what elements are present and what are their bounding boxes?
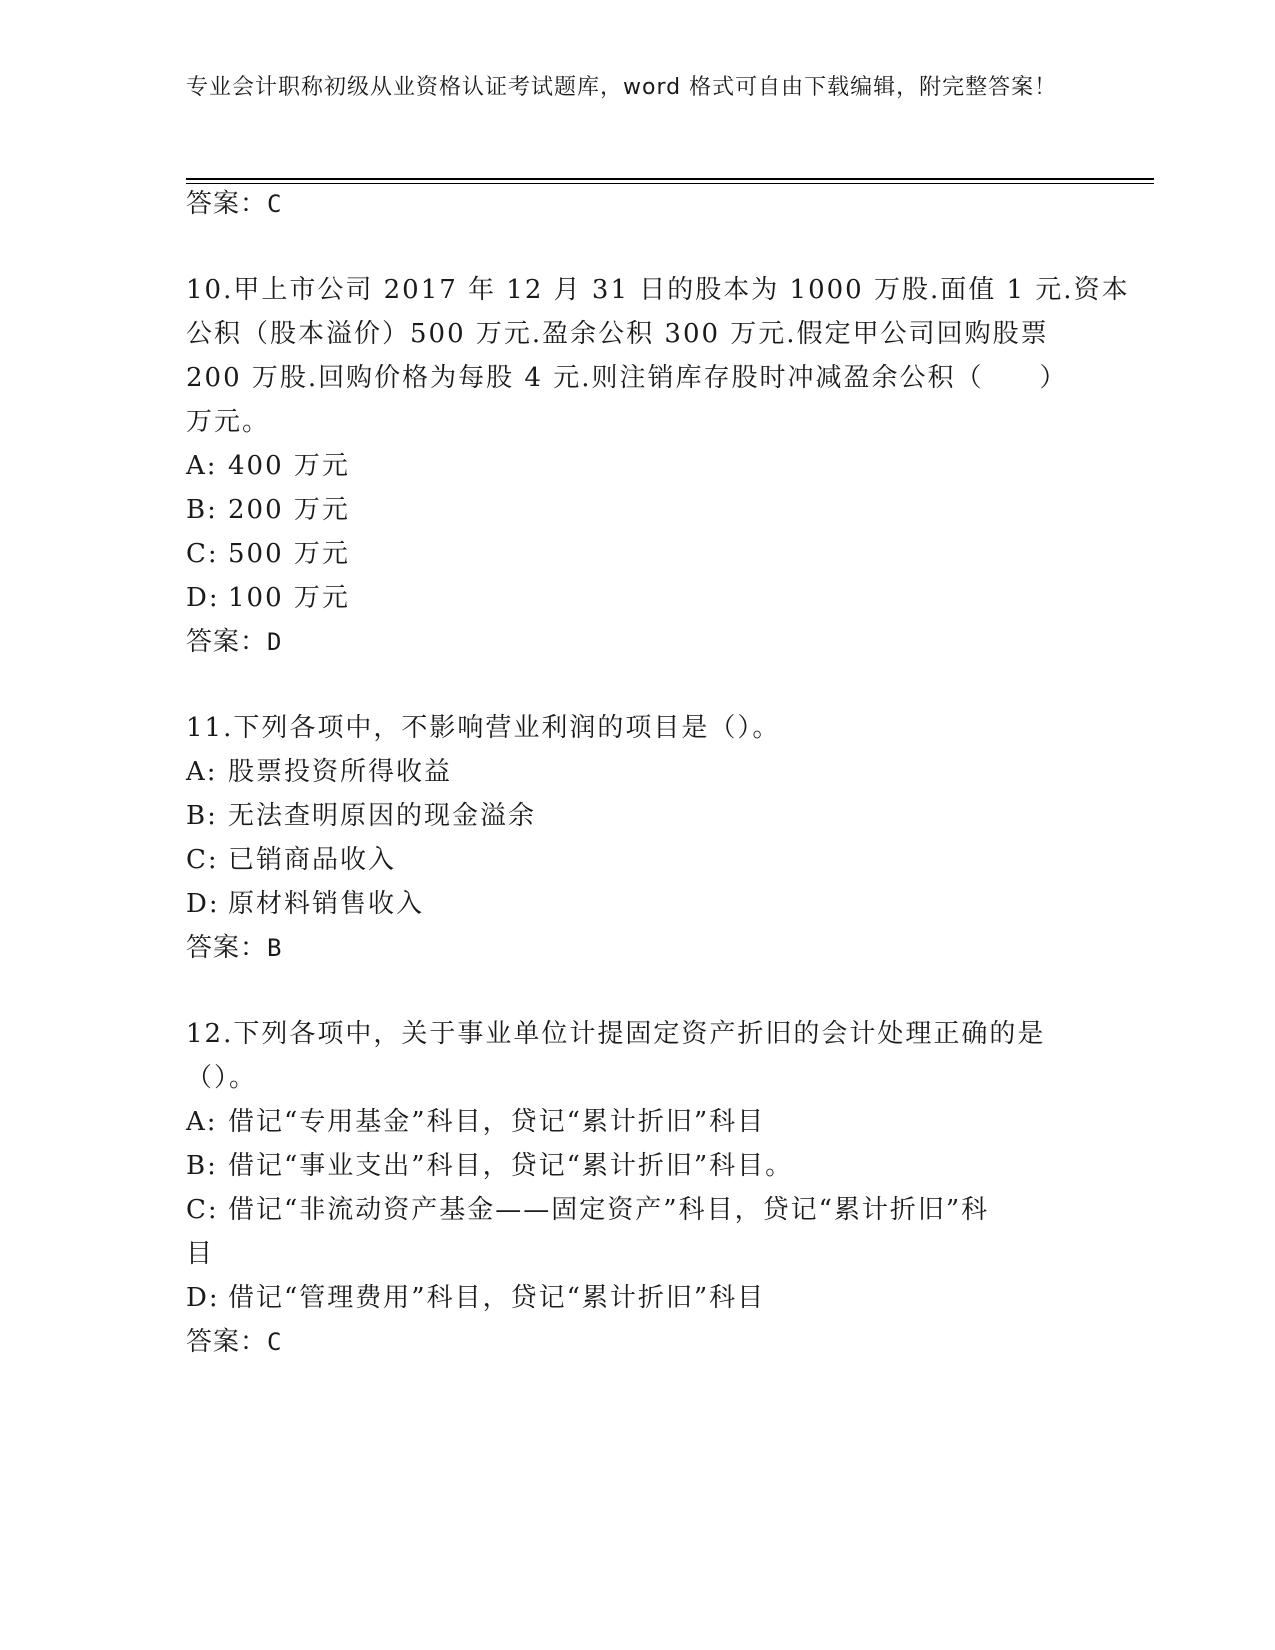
option-letter: C: bbox=[186, 539, 219, 569]
option-letter: A: bbox=[186, 757, 218, 787]
option-text: 无法查明原因的现金溢余 bbox=[228, 801, 537, 831]
q12-option-d bbox=[186, 1280, 765, 1316]
answer-label: 答案： bbox=[186, 933, 268, 963]
q11-stem-line-1: 11.下列各项中，不影响营业利润的项目是（）。 bbox=[186, 713, 781, 743]
q10-stem-line-1: 10.甲上市公司 2017 年 12 月 31 日的股本为 1000 万股.面值 1 元.资本 bbox=[186, 275, 1130, 305]
q10-stem-line-4: 万元。 bbox=[186, 407, 271, 437]
option-text: 借记“事业支出”科目，贷记“累计折旧”科目。 bbox=[228, 1151, 794, 1181]
option-letter: B: bbox=[186, 495, 218, 525]
prev-answer-line bbox=[186, 186, 282, 222]
option-text: 原材料销售收入 bbox=[228, 889, 425, 919]
q11-option-a bbox=[186, 754, 452, 790]
option-text: 已销商品收入 bbox=[228, 845, 397, 875]
option-letter: D: bbox=[186, 583, 220, 613]
answer-value: D bbox=[267, 628, 283, 656]
q11-option-b bbox=[186, 798, 536, 834]
option-letter: D: bbox=[186, 1283, 220, 1313]
q12-answer bbox=[186, 1324, 282, 1360]
q11-option-d bbox=[186, 886, 424, 922]
answer-label: 答案： bbox=[186, 1327, 268, 1357]
q12-option-b bbox=[186, 1148, 793, 1184]
q10-option-b bbox=[186, 492, 350, 528]
q12-stem-line-1: 12.下列各项中，关于事业单位计提固定资产折旧的会计处理正确的是 bbox=[186, 1019, 1046, 1049]
answer-value: C bbox=[267, 1328, 283, 1356]
document-header: 专业会计职称初级从业资格认证考试题库，word 格式可自由下载编辑，附完整答案！ bbox=[186, 75, 1058, 100]
option-text: 200 万元 bbox=[228, 495, 350, 525]
option-text: 100 万元 bbox=[228, 583, 350, 613]
q10-stem-line-2: 公积（股本溢价）500 万元.盈余公积 300 万元.假定甲公司回购股票 bbox=[186, 319, 1049, 349]
q12-option-c bbox=[186, 1192, 989, 1228]
option-text: 借记“管理费用”科目，贷记“累计折旧”科目 bbox=[228, 1283, 766, 1313]
q12-option-c-continuation: 目 bbox=[186, 1239, 215, 1269]
answer-label: 答案： bbox=[186, 189, 268, 219]
q11-option-c bbox=[186, 842, 396, 878]
header-divider-thin bbox=[186, 183, 1154, 184]
q10-answer bbox=[186, 624, 282, 660]
option-letter: B: bbox=[186, 801, 218, 831]
option-text: 股票投资所得收益 bbox=[228, 757, 453, 787]
option-text: 借记“非流动资产基金——固定资产”科目，贷记“累计折旧”科 bbox=[228, 1195, 990, 1225]
option-letter: B: bbox=[186, 1151, 218, 1181]
q10-option-d bbox=[186, 580, 350, 616]
option-text: 借记“专用基金”科目，贷记“累计折旧”科目 bbox=[228, 1107, 766, 1137]
q10-stem-line-3: 200 万股.回购价格为每股 4 元.则注销库存股时冲减盈余公积（ ） bbox=[186, 363, 1068, 393]
option-letter: C: bbox=[186, 1195, 219, 1225]
answer-label: 答案： bbox=[186, 627, 268, 657]
q11-answer bbox=[186, 930, 282, 966]
answer-value: B bbox=[267, 934, 283, 962]
q12-stem-line-2: （）。 bbox=[186, 1063, 258, 1093]
q10-option-c bbox=[186, 536, 350, 572]
option-text: 500 万元 bbox=[228, 539, 350, 569]
answer-value: C bbox=[267, 190, 283, 218]
option-letter: A: bbox=[186, 451, 218, 481]
option-letter: A: bbox=[186, 1107, 218, 1137]
header-divider-thick bbox=[186, 178, 1154, 180]
q10-option-a bbox=[186, 448, 350, 484]
option-letter: C: bbox=[186, 845, 219, 875]
option-text: 400 万元 bbox=[228, 451, 350, 481]
q12-option-a bbox=[186, 1104, 765, 1140]
option-letter: D: bbox=[186, 889, 220, 919]
